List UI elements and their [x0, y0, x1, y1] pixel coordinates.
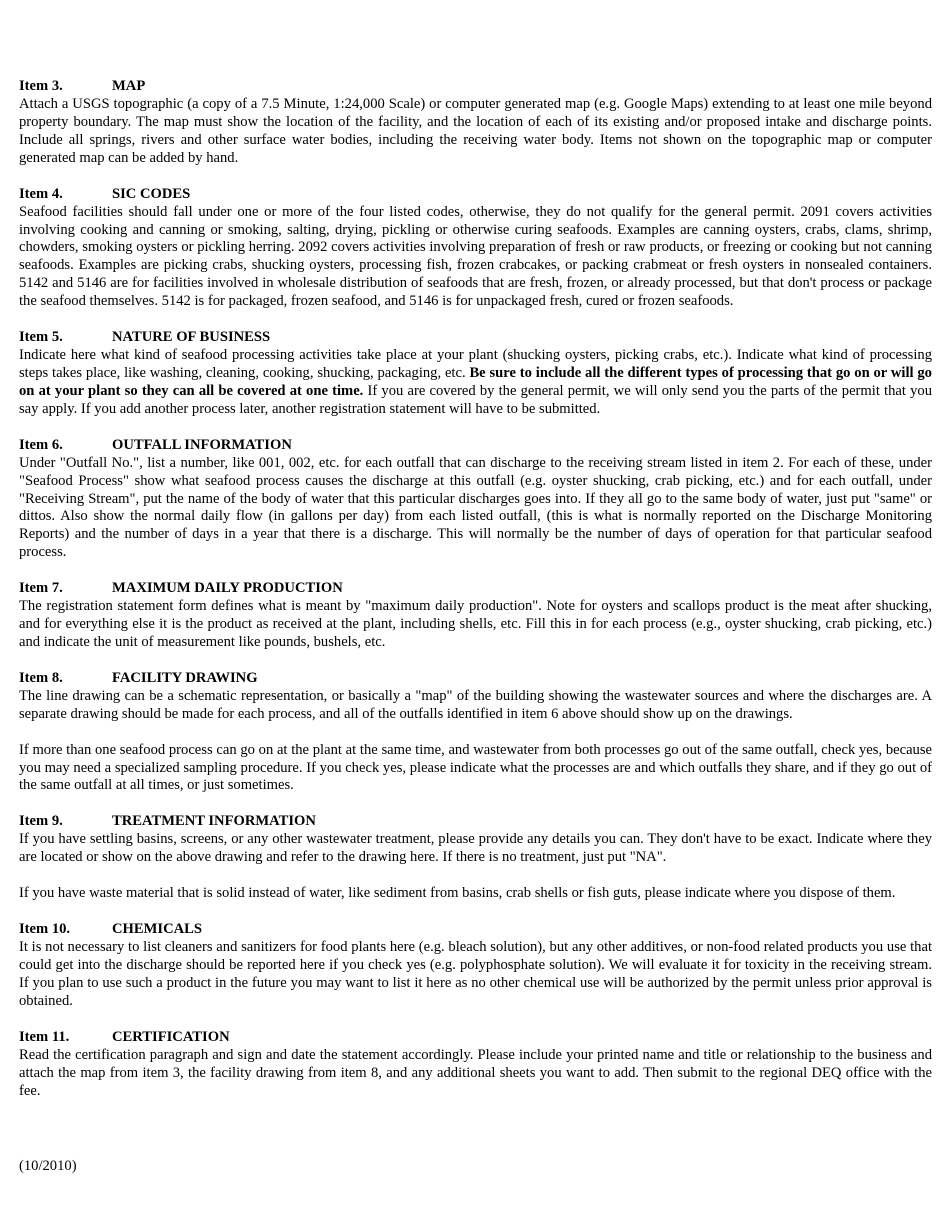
item-9-paragraph-2: If you have waste material that is solid instead of water, like sediment from basins, crab shells or fish guts, please indicate where you dispose of them. — [19, 885, 896, 902]
item-8-heading — [19, 670, 932, 688]
item-number: Item 6. — [19, 436, 63, 453]
item-8-paragraph-1: The line drawing can be a schematic representation, or basically a "map" of the building showing the wastewater sources and where the discharges are. A separate drawing should be made for each process, and all of the outfalls identified in item 6 above should show up on the drawings. — [19, 687, 932, 722]
item-5-heading — [19, 329, 932, 347]
item-7-paragraph: The registration statement form defines what is meant by "maximum daily production". Note for oysters and scallops product is the meat after shucking, and for everything else it is the product as received at the plant, including shells, etc. Fill this in for each process (e.g., oyster shucking, crab picking, etc.) and indicate the unit of measurement like pounds, bushels, etc. — [19, 598, 932, 650]
item-6-paragraph: Under "Outfall No.", list a number, like 001, 002, etc. for each outfall that can discharge to the receiving stream listed in item 2. For each of these, under "Seafood Process" show what seafood process causes the discharge at this outfall (e.g. oyster shucking, crab picking, etc.) and for each outfall, under "Receiving Stream", put the name of the body of water that this particular discharges goes into. If they all go to the same body of water, just put "same" or dittos. Also show the normal daily flow (in gallons per day) from each listed outfall, (this is what is normally reported on the Discharge Monitoring Reports) and the number of days in a year that there is a discharge. This will normally be the number of days of operation for that particular seafood process. — [19, 454, 932, 561]
item-title: CHEMICALS — [112, 921, 203, 938]
item-9-section — [19, 813, 932, 903]
item-11-heading — [19, 1029, 932, 1047]
item-title: OUTFALL INFORMATION — [112, 436, 292, 453]
footer-date: (10/2010) — [19, 1158, 77, 1174]
item-9-paragraph-1: If you have settling basins, screens, or any other wastewater treatment, please provide any details you can. They don't have to be exact. Indicate where they are located or show on the above drawing and refer to the drawing here. If there is no treatment, just put "NA". — [19, 831, 932, 866]
item-4-heading — [19, 186, 932, 204]
item-number: Item 10. — [19, 921, 71, 938]
item-9-heading — [19, 813, 932, 831]
item-7-section — [19, 580, 932, 652]
item-11-paragraph: Read the certification paragraph and sign and date the statement accordingly. Please include your printed name and title or relationship to the business and attach the map from item 3, the facility drawing from item 8, and any additional sheets you want to add. Then submit to the regional DEQ office with the fee. — [19, 1046, 932, 1099]
item-title: TREATMENT INFORMATION — [112, 813, 316, 830]
item-3-heading — [19, 78, 932, 96]
item-number: Item 11. — [19, 1028, 70, 1045]
item-6-heading — [19, 437, 932, 455]
item-number: Item 5. — [19, 329, 63, 346]
bold-emphasis: Be sure to include all the different types of processing that go on or will go on at your plant so they can all be covered at one time. — [19, 364, 932, 399]
item-title: NATURE OF BUSINESS — [112, 329, 271, 346]
item-number: Item 7. — [19, 580, 63, 597]
item-5-paragraph: Indicate here what kind of seafood processing activities take place at your plant (shucking oysters, picking crabs, etc.). Indicate what kind of processing steps takes place, like washing, cleaning, cooking, shucking, packaging, etc. Be sure to include all the different types of processing that go on or will go on at your plant so they can all be covered at one time. If you are covered by the general permit, we will only send you the parts of the permit that you say apply. If you add another process later, another registration statement will have to be submitted. — [19, 347, 933, 417]
item-3-paragraph: Attach a USGS topographic (a copy of a 7.5 Minute, 1:24,000 Scale) or computer generated map (e.g. Google Maps) extending to at least one mile beyond property boundary. The map must show the location of the facility, and the location of each of its existing and/or proposed intake and discharge points. Include all springs, rivers and other surface water bodies, including the receiving water body. Items not shown on the topographic map or computer generated map can be added by hand. — [19, 96, 932, 166]
item-6-section — [19, 437, 932, 562]
item-10-heading — [19, 921, 932, 939]
item-4-section — [19, 186, 932, 311]
item-5-section — [19, 329, 932, 419]
item-title: MAXIMUM DAILY PRODUCTION — [112, 580, 343, 597]
item-11-section — [19, 1029, 932, 1101]
item-10-section — [19, 921, 932, 1011]
item-number: Item 8. — [19, 669, 63, 686]
item-title: FACILITY DRAWING — [112, 669, 258, 686]
document-body — [19, 78, 932, 1100]
item-number: Item 3. — [19, 78, 63, 94]
item-4-paragraph: Seafood facilities should fall under one or more of the four listed codes, otherwise, they do not qualify for the general permit. 2091 covers activities involving cooking and canning or smoking, salting, drying, pickling or otherwise curing seafoods. Examples are canning oysters, crabs, clams, shrimp, chowders, smoking oysters or pickling herring. 2092 covers activities involving preparation of fresh or raw products, or freezing or cooking but not canning seafoods. Examples are picking crabs, shucking oysters, processing fish, frozen crabcakes, or packing crabmeat or fresh oysters in nonsealed containers. 5142 and 5146 are for facilities involved in wholesale distribution of seafoods that are fresh, frozen, or already processed, but that don't process or package the seafood themselves. 5142 is for packaged, frozen seafood, and 5146 is for unpackaged fresh, cured or frozen seafoods. — [19, 203, 932, 310]
item-10-paragraph: It is not necessary to list cleaners and sanitizers for food plants here (e.g. bleach solution), but any other additives, or non-food related products you use that could get into the discharge should be reported here if you check yes (e.g. polyphosphate solution). We will evaluate it for toxicity in the receiving stream. If you plan to use such a product in the future you may want to list it here as no other chemical use will be authorized by the permit unless prior approval is obtained. — [19, 939, 932, 1009]
item-8-section — [19, 670, 932, 796]
item-3-section — [19, 78, 932, 168]
item-number: Item 4. — [19, 185, 63, 202]
item-number: Item 9. — [19, 813, 63, 830]
item-title: CERTIFICATION — [112, 1028, 230, 1045]
item-title: SIC CODES — [112, 185, 191, 202]
item-7-heading — [19, 580, 932, 598]
item-8-paragraph-2: If more than one seafood process can go on at the plant at the same time, and wastewater from both processes go out of the same outfall, check yes, because you may need a specialized sampling procedure. If you check yes, please indicate what the processes are and which outfalls they share, and if they go out of the same outfall at all times, or just sometimes. — [19, 741, 932, 794]
item-title: MAP — [112, 78, 146, 94]
